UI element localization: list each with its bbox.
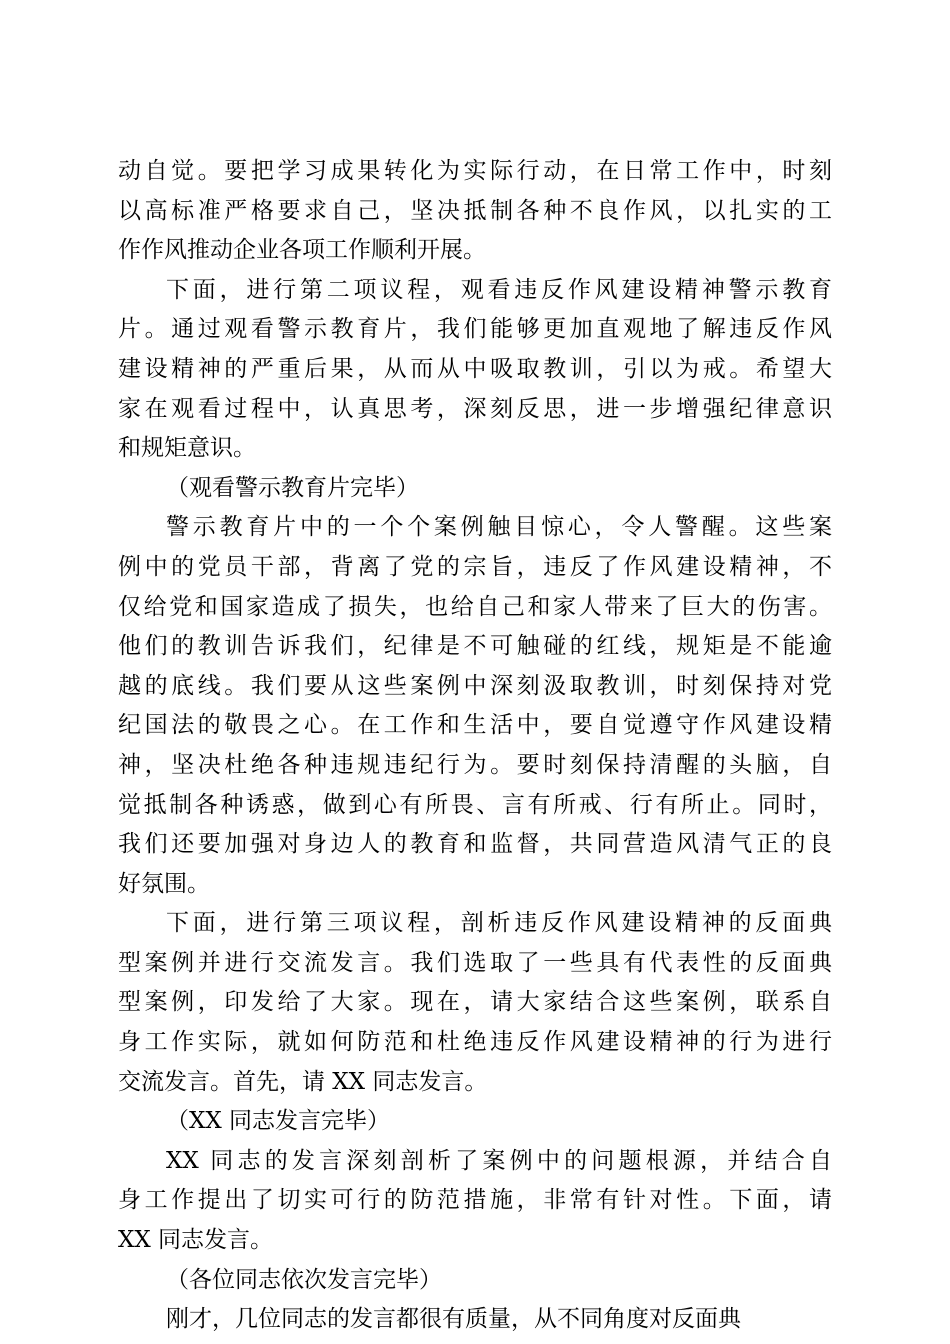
text-line: 以高标准严格要求自己，坚决抵制各种不良作风，以扎实的工 [118, 197, 832, 224]
text-line: （观看警示教育片完毕） [166, 474, 419, 501]
text-line: 片。通过观看警示教育片，我们能够更加直观地了解违反作风 [118, 316, 832, 343]
parenthetical-note [118, 1261, 832, 1301]
text-line: 建设精神的严重后果，从而从中吸取教训，引以为戒。希望大 [118, 355, 832, 382]
body-paragraph [118, 904, 832, 1102]
text-line: 交流发言。首先，请 XX 同志发言。 [118, 1068, 488, 1095]
text-line: 纪国法的敬畏之心。在工作和生活中，要自觉遵守作风建设精 [118, 712, 832, 739]
text-line: 身工作提出了切实可行的防范措施，非常有针对性。下面，请 [118, 1187, 832, 1214]
text-line: 刚才，几位同志的发言都很有质量，从不同角度对反面典 [166, 1306, 741, 1333]
text-line: 越的底线。我们要从这些案例中深刻汲取教训，时刻保持对党 [118, 672, 832, 699]
text-line: 型案例并进行交流发言。我们选取了一些具有代表性的反面典 [118, 949, 832, 976]
text-line: 下面，进行第二项议程，观看违反作风建设精神警示教育 [166, 276, 832, 303]
text-line: 身工作实际，就如何防范和杜绝违反作风建设精神的行为进行 [118, 1029, 832, 1056]
text-line: 家在观看过程中，认真思考，深刻反思，进一步增强纪律意识 [118, 395, 832, 422]
body-paragraph [118, 271, 832, 469]
text-line: （XX 同志发言完毕） [166, 1108, 391, 1135]
body-paragraph [118, 1300, 832, 1340]
text-line: 警示教育片中的一个个案例触目惊心，令人警醒。这些案 [166, 514, 832, 541]
text-line: XX 同志发言。 [118, 1227, 274, 1254]
text-line: 作作风推动企业各项工作顺利开展。 [118, 237, 486, 264]
text-line: 型案例，印发给了大家。现在，请大家结合这些案例，联系自 [118, 989, 832, 1016]
text-line: 好氛围。 [118, 870, 210, 897]
text-line: XX 同志的发言深刻剖析了案例中的问题根源，并结合自 [166, 1147, 832, 1174]
text-line: 我们还要加强对身边人的教育和监督，共同营造风清气正的良 [118, 831, 832, 858]
document-page [118, 152, 832, 1340]
text-line: 和规矩意识。 [118, 435, 256, 462]
text-line: 觉抵制各种诱惑，做到心有所畏、言有所戒、行有所止。同时， [118, 791, 832, 818]
parenthetical-note [118, 1102, 832, 1142]
body-paragraph [118, 152, 832, 271]
text-line: 动自觉。要把学习成果转化为实际行动，在日常工作中，时刻 [118, 158, 832, 184]
text-line: （各位同志依次发言完毕） [166, 1266, 442, 1293]
text-line: 他们的教训告诉我们，纪律是不可触碰的红线，规矩是不能逾 [118, 633, 832, 660]
text-line: 神，坚决杜绝各种违规违纪行为。要时刻保持清醒的头脑，自 [118, 751, 832, 778]
body-paragraph [118, 1142, 832, 1261]
parenthetical-note [118, 469, 832, 509]
text-line: 下面，进行第三项议程，剖析违反作风建设精神的反面典 [166, 910, 832, 937]
text-line: 例中的党员干部，背离了党的宗旨，违反了作风建设精神，不 [118, 553, 832, 580]
text-line: 仅给党和国家造成了损失，也给自己和家人带来了巨大的伤害。 [118, 593, 832, 620]
body-paragraph [118, 508, 832, 904]
